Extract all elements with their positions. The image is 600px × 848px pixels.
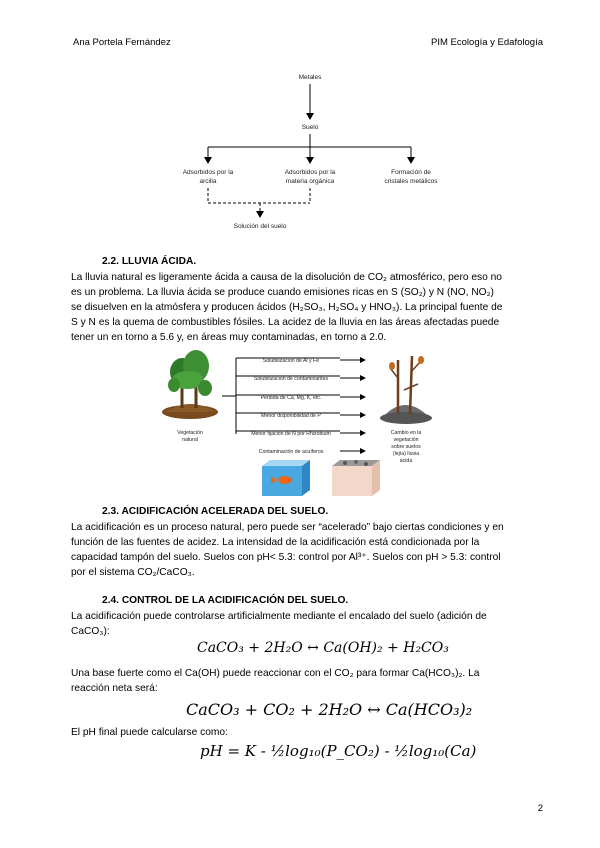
effect-1: Solubilización de Al y Fe (262, 358, 320, 364)
soil-cube-icon (332, 460, 380, 496)
section-22-line: S y N es la quema de combustibles fósiles. La acidez de la lluvia en las áreas afectadas puede (71, 317, 500, 328)
branch-3-l2: cristales metálicos (384, 178, 438, 185)
effect-2: Solubilización de contaminantes (253, 376, 329, 382)
equation-2: CaCO₃ + CO₂ + 2H₂O ↔ Ca(HCO₃)₂ (186, 700, 473, 719)
section-22-line: tener un en torno a 5.6 y, en áreas muy contaminadas, en torno a 2.0. (71, 332, 387, 343)
diagram1-bottom: Solución del suelo (233, 223, 287, 230)
right-caption-l1: Cambio en la (390, 430, 422, 436)
right-caption-l3: sobre suelos (391, 444, 421, 450)
section-24-final: El pH final puede calcularse como: (71, 727, 228, 738)
left-caption-l2: natural (182, 437, 198, 443)
aquarium-cube-icon (262, 460, 310, 496)
header-author: Ana Portela Fernández (73, 37, 171, 48)
section-22-line: es un problema. La lluvia ácida se produce cuando emisiones ricas en S (SO₂) y N (NO, NO₂) (71, 287, 494, 298)
effect-4: Menor disponibilidad de P (261, 413, 321, 419)
page-number: 2 (537, 803, 543, 814)
section-23-title: 2.3. ACIDIFICACIÓN ACELERADA DEL SUELO. (102, 506, 329, 517)
effect-5: Menor fijación de N por Rhizobium (251, 431, 331, 437)
section-24-line: reacción neta será: (71, 683, 158, 694)
section-24-intro (71, 609, 542, 639)
section-24-title: 2.4. CONTROL DE LA ACIDIFICACIÓN DEL SUELO. (102, 595, 349, 606)
effect-3: Pérdida de Ca, Mg, K, etc. (260, 395, 322, 401)
right-caption-l5: ácida (399, 458, 413, 464)
natural-vegetation-image (162, 350, 218, 419)
section-24-line: Una base fuerte como el Ca(OH) puede reaccionar con el CO₂ para formar Ca(HCO₃)₂. La (71, 668, 480, 679)
equation-3: pH = K - ½log₁₀(P_CO₂) - ½log₁₀(Ca) (200, 742, 477, 760)
header-course: PIM Ecología y Edafología (431, 37, 543, 48)
diagram1-middle: Suelo (301, 124, 319, 131)
right-caption-l4: (lejía) lluvia (392, 451, 420, 457)
section-23-line: La acidificación es un proceso natural, pero puede ser “acelerado” bajo ciertas condiciones y en (71, 522, 504, 533)
section-23-line: por el sistema CO₂/CaCO₃. (71, 567, 195, 578)
section-23-line: capacidad tampón del suelo. Suelos con pH< 5.3: control por Al³⁺. Suelos con pH > 5.3: control (71, 552, 501, 563)
section-24-line: CaCO₃): (71, 626, 110, 637)
section-24-line: La acidificación puede controlarse artificialmente mediante el encalado del suelo (adición de (71, 611, 487, 622)
branch-3-l1: Formación de (391, 169, 431, 176)
right-caption-l2: vegetación (393, 437, 419, 443)
section-23-paragraph (71, 520, 542, 580)
equation-1: CaCO₃ + 2H₂O ↔ Ca(OH)₂ + H₂CO₃ (197, 640, 449, 656)
left-caption-l1: Vegetación (177, 430, 203, 436)
section-24-mid (71, 666, 542, 696)
effect-6: Contaminación de acuíferos (258, 449, 324, 455)
section-22-line: se disuelven en la atmósfera y producen ácidos (H₂SO₃, H₂SO₄ y HNO₃). La principal fuente de (71, 302, 503, 313)
section-22-title: 2.2. LLUVIA ÁCIDA. (102, 256, 197, 267)
section-22-line: La lluvia natural es ligeramente ácida a causa de la disolución de CO₂ atmosférico, pero eso no (71, 272, 502, 283)
diagram1-top: Metales (298, 74, 322, 81)
branch-1-l2: arcilla (199, 178, 217, 185)
branch-2-l1: Adsorbidos por la (284, 169, 336, 176)
branch-2-l2: materia orgánica (285, 178, 335, 185)
branch-1-l1: Adsorbidos por la (182, 169, 234, 176)
section-23-line: función de las fuentes de acidez. La intensidad de la acidificación está condicionada por la (71, 537, 480, 548)
damaged-vegetation-image (380, 356, 432, 424)
